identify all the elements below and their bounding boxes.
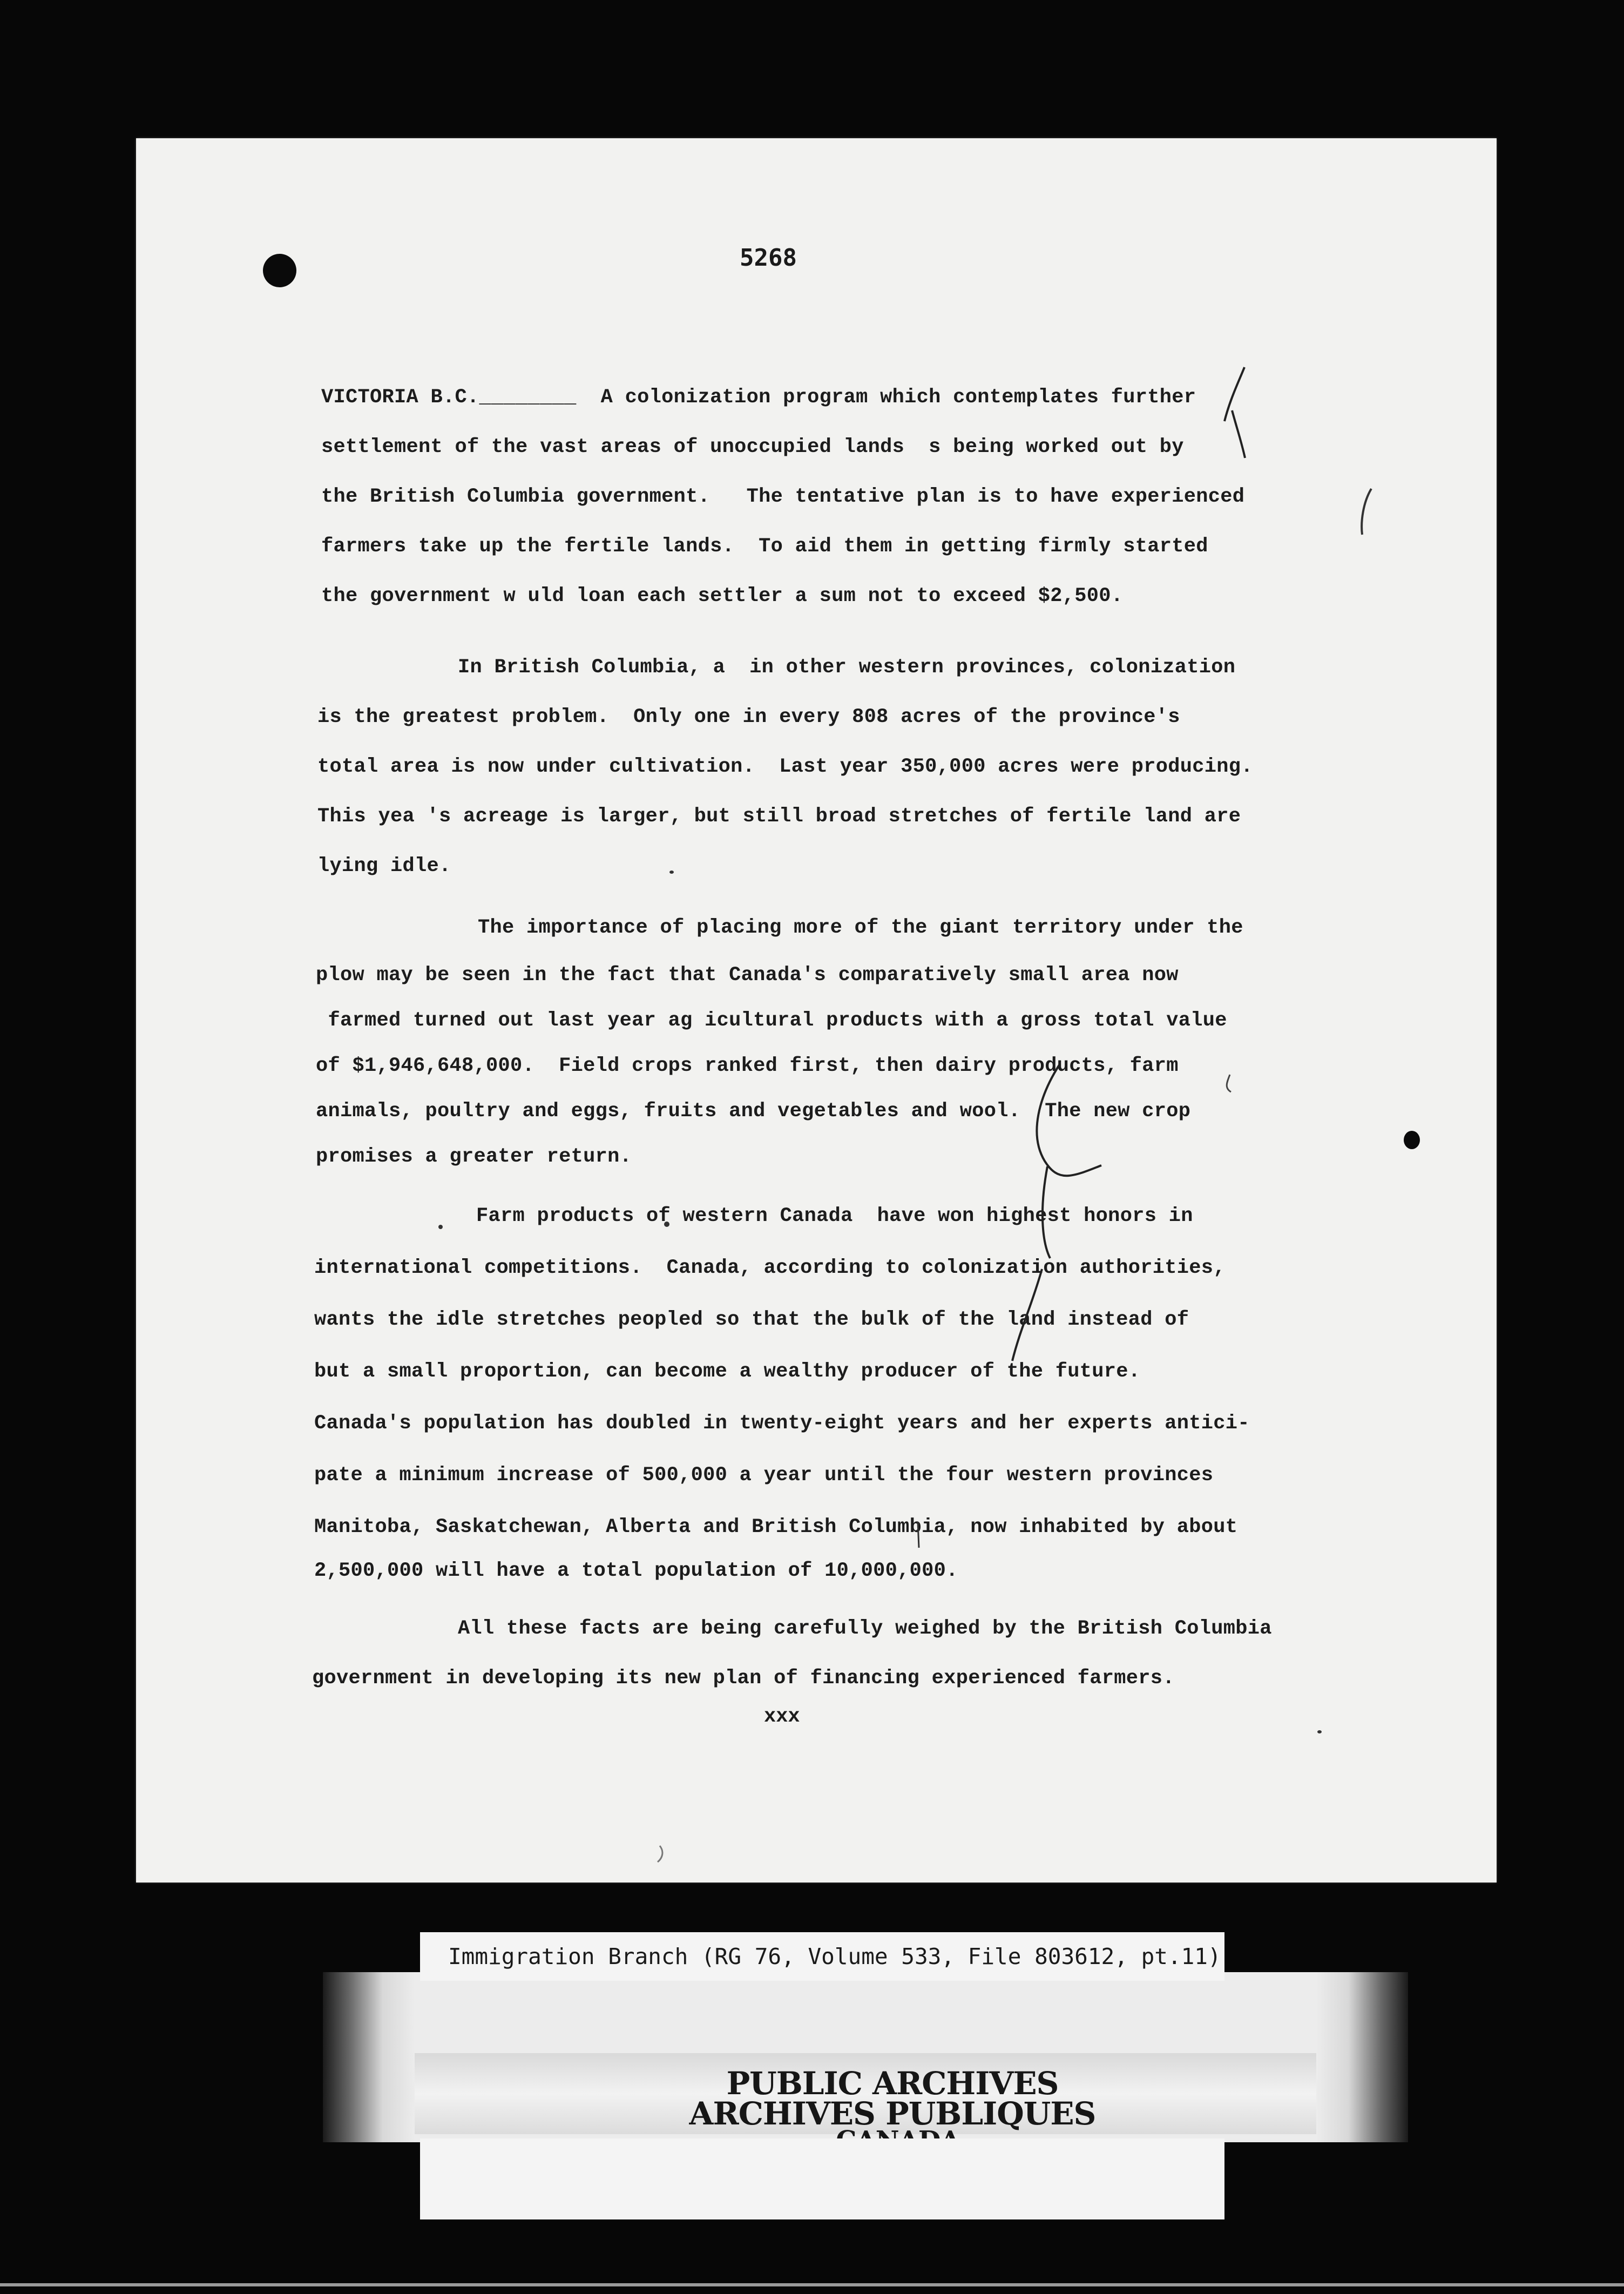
text-line: animals, poultry and eggs, fruits and vegetables and wool. The new crop — [316, 1100, 1191, 1123]
stamp-lower-strip — [420, 2138, 1224, 2219]
text-line: pate a minimum increase of 500,000 a year until the four western provinces — [314, 1464, 1214, 1487]
paragraph-5 — [312, 1604, 1359, 1703]
text-line: but a small proportion, can become a wealthy producer of the future. — [314, 1360, 1141, 1383]
text-line: The importance of placing more of the giant territory under the — [478, 916, 1243, 939]
punch-hole — [263, 254, 296, 287]
text-line: is the greatest problem. Only one in every 808 acres of the province's — [317, 706, 1180, 728]
text-line: promises a greater return. — [316, 1145, 632, 1168]
text-line: total area is now under cultivation. Last year 350,000 acres were producing. — [317, 755, 1253, 778]
text-line: the British Columbia government. The tentative plan is to have experienced — [321, 485, 1245, 508]
text-line: international competitions. Canada, according to colonization authorities, — [314, 1257, 1226, 1279]
archive-reference-caption: Immigration Branch (RG 76, Volume 533, File 803612, pt.11) — [420, 1932, 1224, 1981]
paragraph-2 — [317, 643, 1365, 891]
text-line: government in developing its new plan of financing experienced farmers. — [312, 1667, 1175, 1690]
archive-name-french: ARCHIVES PUBLIQUES — [689, 2095, 1096, 2132]
typed-text — [314, 1190, 1362, 1589]
text-line: VICTORIA B.C.________ A colonization program which contemplates further — [321, 386, 1196, 409]
archive-name-english: PUBLIC ARCHIVES — [726, 2065, 1059, 2102]
text-line: Manitoba, Saskatchewan, Alberta and British Columbia, now inhabited by about — [314, 1516, 1238, 1539]
text-line: wants the idle stretches peopled so that the bulk of the land instead of — [314, 1308, 1189, 1331]
text-line: In British Columbia, a in other western provinces, colonization — [458, 656, 1236, 679]
archive-stamp — [323, 1972, 1408, 2142]
text-line: the government w uld loan each settler a sum not to exceed $2,500. — [321, 585, 1124, 608]
typed-text — [321, 373, 1369, 621]
text-line: plow may be seen in the fact that Canada's comparatively small area now — [316, 964, 1179, 987]
paragraph-1 — [321, 373, 1369, 621]
text-line: farmed turned out last year ag icultural products with a gross total value — [316, 1009, 1227, 1032]
text-line: of $1,946,648,000. Field crops ranked first, then dairy products, farm — [316, 1055, 1179, 1077]
text-line: lying idle. — [317, 855, 451, 878]
closing-mark: xxx — [764, 1705, 800, 1728]
text-line: Canada's population has doubled in twenty-eight years and her experts antici- — [314, 1412, 1250, 1435]
margin-dot — [1404, 1131, 1420, 1149]
typed-text — [317, 643, 1365, 891]
page-number: 5268 — [740, 244, 797, 272]
typed-text — [316, 903, 1363, 1179]
text-line: 2,500,000 will have a total population of 10,000,000. — [314, 1560, 958, 1582]
text-line: This yea 's acreage is larger, but still broad stretches of fertile land are — [317, 805, 1241, 828]
text-line: Farm products of western Canada have won highest honors in — [476, 1205, 1193, 1227]
text-line: farmers take up the fertile lands. To aid them in getting firmly started — [321, 535, 1208, 558]
text-line: settlement of the vast areas of unoccupied lands s being worked out by — [321, 436, 1184, 458]
paragraph-3 — [316, 903, 1363, 1179]
speck — [1317, 1730, 1322, 1733]
film-edge — [0, 2283, 1624, 2286]
paragraph-4 — [314, 1190, 1362, 1589]
text-line: All these facts are being carefully weighed by the British Columbia — [458, 1617, 1272, 1640]
typed-text — [312, 1604, 1359, 1703]
